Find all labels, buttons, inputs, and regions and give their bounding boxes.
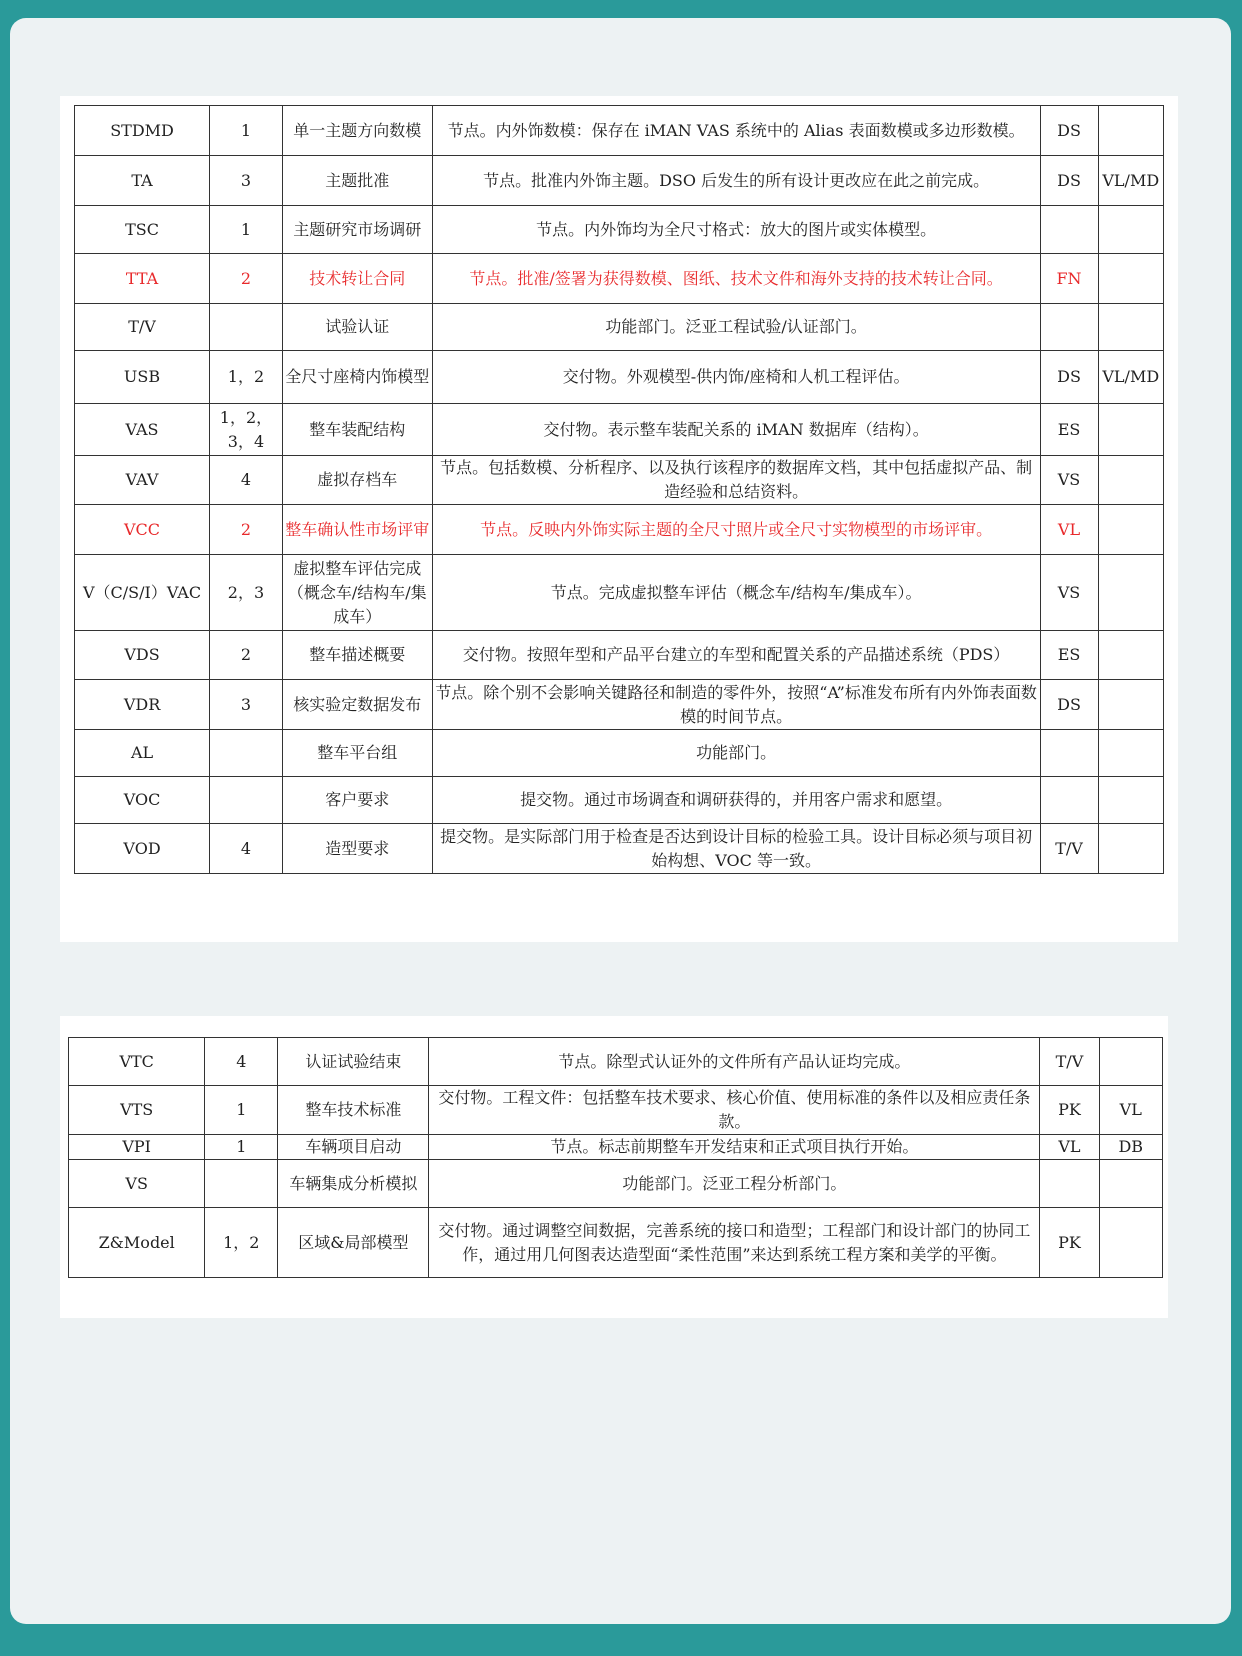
table-row [69, 1086, 1163, 1135]
table-row [75, 304, 1164, 351]
cell-extra [1098, 304, 1163, 351]
cell-owner: VS [1040, 555, 1098, 631]
cell-extra [1098, 730, 1163, 777]
cell-level [210, 304, 283, 351]
cell-owner [1040, 206, 1098, 254]
cell-owner: ES [1040, 631, 1098, 680]
cell-extra: DB [1099, 1135, 1162, 1160]
cell-level: 1 [210, 206, 283, 254]
cell-desc: 节点。内外饰均为全尺寸格式：放大的图片或实体模型。 [432, 206, 1040, 254]
table-row [75, 777, 1164, 824]
cell-abbr: AL [75, 730, 210, 777]
cell-level: 4 [210, 456, 283, 505]
cell-name: 核实验定数据发布 [282, 680, 432, 730]
cell-level: 1 [205, 1086, 278, 1135]
cell-owner [1040, 1160, 1099, 1208]
cell-name: 整车技术标准 [278, 1086, 429, 1135]
cell-extra [1099, 1038, 1162, 1086]
cell-name: 虚拟整车评估完成（概念车/结构车/集成车） [282, 555, 432, 631]
cell-name: 整车描述概要 [282, 631, 432, 680]
cell-extra [1098, 680, 1163, 730]
cell-abbr: T/V [75, 304, 210, 351]
cell-desc: 交付物。表示整车装配关系的 iMAN 数据库（结构）。 [432, 404, 1040, 456]
glossary-table-2 [68, 1037, 1163, 1278]
cell-name: 整车平台组 [282, 730, 432, 777]
cell-extra [1098, 631, 1163, 680]
cell-desc: 交付物。外观模型-供内饰/座椅和人机工程评估。 [432, 351, 1040, 404]
cell-extra [1099, 1208, 1162, 1278]
table-row [75, 254, 1164, 304]
cell-name: 试验认证 [282, 304, 432, 351]
cell-desc: 节点。包括数模、分析程序、以及执行该程序的数据库文档，其中包括虚拟产品、制造经验和总结资料。 [432, 456, 1040, 505]
cell-desc: 提交物。通过市场调查和调研获得的，并用客户需求和愿望。 [432, 777, 1040, 824]
cell-name: 车辆集成分析模拟 [278, 1160, 429, 1208]
cell-extra [1098, 206, 1163, 254]
cell-level: 4 [210, 824, 283, 874]
cell-abbr: VDR [75, 680, 210, 730]
cell-extra [1098, 254, 1163, 304]
cell-desc: 功能部门。泛亚工程试验/认证部门。 [432, 304, 1040, 351]
cell-name: 车辆项目启动 [278, 1135, 429, 1160]
table-row [75, 680, 1164, 730]
cell-level: 2 [210, 505, 283, 555]
cell-abbr: VDS [75, 631, 210, 680]
table-row [69, 1038, 1163, 1086]
cell-abbr: VAV [75, 456, 210, 505]
cell-desc: 节点。批准内外饰主题。DSO 后发生的所有设计更改应在此之前完成。 [432, 156, 1040, 206]
cell-level: 2 [210, 631, 283, 680]
cell-name: 客户要求 [282, 777, 432, 824]
cell-abbr: VPI [69, 1135, 205, 1160]
cell-name: 认证试验结束 [278, 1038, 429, 1086]
cell-name: 技术转让合同 [282, 254, 432, 304]
cell-extra [1098, 404, 1163, 456]
cell-desc: 节点。除个别不会影响关键路径和制造的零件外，按照“A”标准发布所有内外饰表面数模的时间节点。 [432, 680, 1040, 730]
cell-abbr: VAS [75, 404, 210, 456]
cell-extra [1098, 106, 1163, 156]
glossary-page-1 [60, 96, 1178, 942]
cell-owner: VL [1040, 1135, 1099, 1160]
cell-level: 3 [210, 680, 283, 730]
table-row [75, 631, 1164, 680]
cell-owner [1040, 304, 1098, 351]
cell-abbr: VOC [75, 777, 210, 824]
cell-name: 全尺寸座椅内饰模型 [282, 351, 432, 404]
table-row [75, 555, 1164, 631]
table-row [69, 1135, 1163, 1160]
cell-owner [1040, 730, 1098, 777]
table-row [75, 730, 1164, 777]
cell-abbr: TSC [75, 206, 210, 254]
cell-level: 3 [210, 156, 283, 206]
table-row [75, 106, 1164, 156]
cell-desc: 交付物。通过调整空间数据，完善系统的接口和造型；工程部门和设计部门的协同工作，通过用几何图表达造型面“柔性范围”来达到系统工程方案和美学的平衡。 [429, 1208, 1040, 1278]
cell-level [210, 777, 283, 824]
cell-name: 单一主题方向数模 [282, 106, 432, 156]
cell-desc: 节点。除型式认证外的文件所有产品认证均完成。 [429, 1038, 1040, 1086]
cell-level: 1，2 [205, 1208, 278, 1278]
cell-owner: DS [1040, 351, 1098, 404]
cell-owner: FN [1040, 254, 1098, 304]
glossary-page-2 [60, 1016, 1168, 1318]
cell-level [205, 1160, 278, 1208]
cell-desc: 节点。完成虚拟整车评估（概念车/结构车/集成车）。 [432, 555, 1040, 631]
cell-owner: DS [1040, 106, 1098, 156]
cell-desc: 节点。批准/签署为获得数模、图纸、技术文件和海外支持的技术转让合同。 [432, 254, 1040, 304]
cell-owner: T/V [1040, 824, 1098, 874]
cell-level: 4 [205, 1038, 278, 1086]
cell-desc: 节点。标志前期整车开发结束和正式项目执行开始。 [429, 1135, 1040, 1160]
cell-owner: T/V [1040, 1038, 1099, 1086]
cell-name: 整车确认性市场评审 [282, 505, 432, 555]
cell-name: 主题研究市场调研 [282, 206, 432, 254]
cell-owner [1040, 777, 1098, 824]
cell-level: 2 [210, 254, 283, 304]
cell-abbr: VTC [69, 1038, 205, 1086]
cell-abbr: VS [69, 1160, 205, 1208]
cell-abbr: TA [75, 156, 210, 206]
cell-name: 虚拟存档车 [282, 456, 432, 505]
cell-desc: 交付物。按照年型和产品平台建立的车型和配置关系的产品描述系统（PDS） [432, 631, 1040, 680]
cell-desc: 节点。内外饰数模：保存在 iMAN VAS 系统中的 Alias 表面数模或多边形数模。 [432, 106, 1040, 156]
cell-extra: VL [1099, 1086, 1162, 1135]
cell-owner: ES [1040, 404, 1098, 456]
cell-owner: VS [1040, 456, 1098, 505]
cell-desc: 功能部门。 [432, 730, 1040, 777]
cell-abbr: Z&Model [69, 1208, 205, 1278]
cell-name: 造型要求 [282, 824, 432, 874]
table-row [69, 1160, 1163, 1208]
cell-owner: DS [1040, 680, 1098, 730]
cell-extra [1098, 456, 1163, 505]
cell-extra [1098, 824, 1163, 874]
glossary-table-1 [74, 105, 1164, 874]
cell-abbr: TTA [75, 254, 210, 304]
cell-desc: 提交物。是实际部门用于检查是否达到设计目标的检验工具。设计目标必须与项目初始构想、VOC 等一致。 [432, 824, 1040, 874]
table-row [75, 824, 1164, 874]
cell-extra [1098, 777, 1163, 824]
cell-extra: VL/MD [1098, 351, 1163, 404]
cell-owner: VL [1040, 505, 1098, 555]
cell-level: 1 [205, 1135, 278, 1160]
cell-abbr: V（C/S/I）VAC [75, 555, 210, 631]
cell-name: 整车装配结构 [282, 404, 432, 456]
cell-extra [1098, 505, 1163, 555]
table-row [69, 1208, 1163, 1278]
table-row [75, 156, 1164, 206]
table-row [75, 351, 1164, 404]
cell-desc: 交付物。工程文件：包括整车技术要求、核心价值、使用标准的条件以及相应责任条款。 [429, 1086, 1040, 1135]
cell-level: 1，2 [210, 351, 283, 404]
table-row [75, 456, 1164, 505]
table-row [75, 505, 1164, 555]
cell-level: 1 [210, 106, 283, 156]
cell-extra [1098, 555, 1163, 631]
cell-name: 区域&局部模型 [278, 1208, 429, 1278]
cell-abbr: STDMD [75, 106, 210, 156]
cell-extra [1099, 1160, 1162, 1208]
cell-abbr: VOD [75, 824, 210, 874]
cell-level: 1，2，3，4 [210, 404, 283, 456]
cell-name: 主题批准 [282, 156, 432, 206]
cell-owner: DS [1040, 156, 1098, 206]
cell-extra: VL/MD [1098, 156, 1163, 206]
cell-abbr: USB [75, 351, 210, 404]
table-row [75, 404, 1164, 456]
cell-desc: 功能部门。泛亚工程分析部门。 [429, 1160, 1040, 1208]
cell-level [210, 730, 283, 777]
table-row [75, 206, 1164, 254]
cell-owner: PK [1040, 1086, 1099, 1135]
cell-owner: PK [1040, 1208, 1099, 1278]
cell-desc: 节点。反映内外饰实际主题的全尺寸照片或全尺寸实物模型的市场评审。 [432, 505, 1040, 555]
cell-abbr: VCC [75, 505, 210, 555]
cell-abbr: VTS [69, 1086, 205, 1135]
cell-level: 2，3 [210, 555, 283, 631]
